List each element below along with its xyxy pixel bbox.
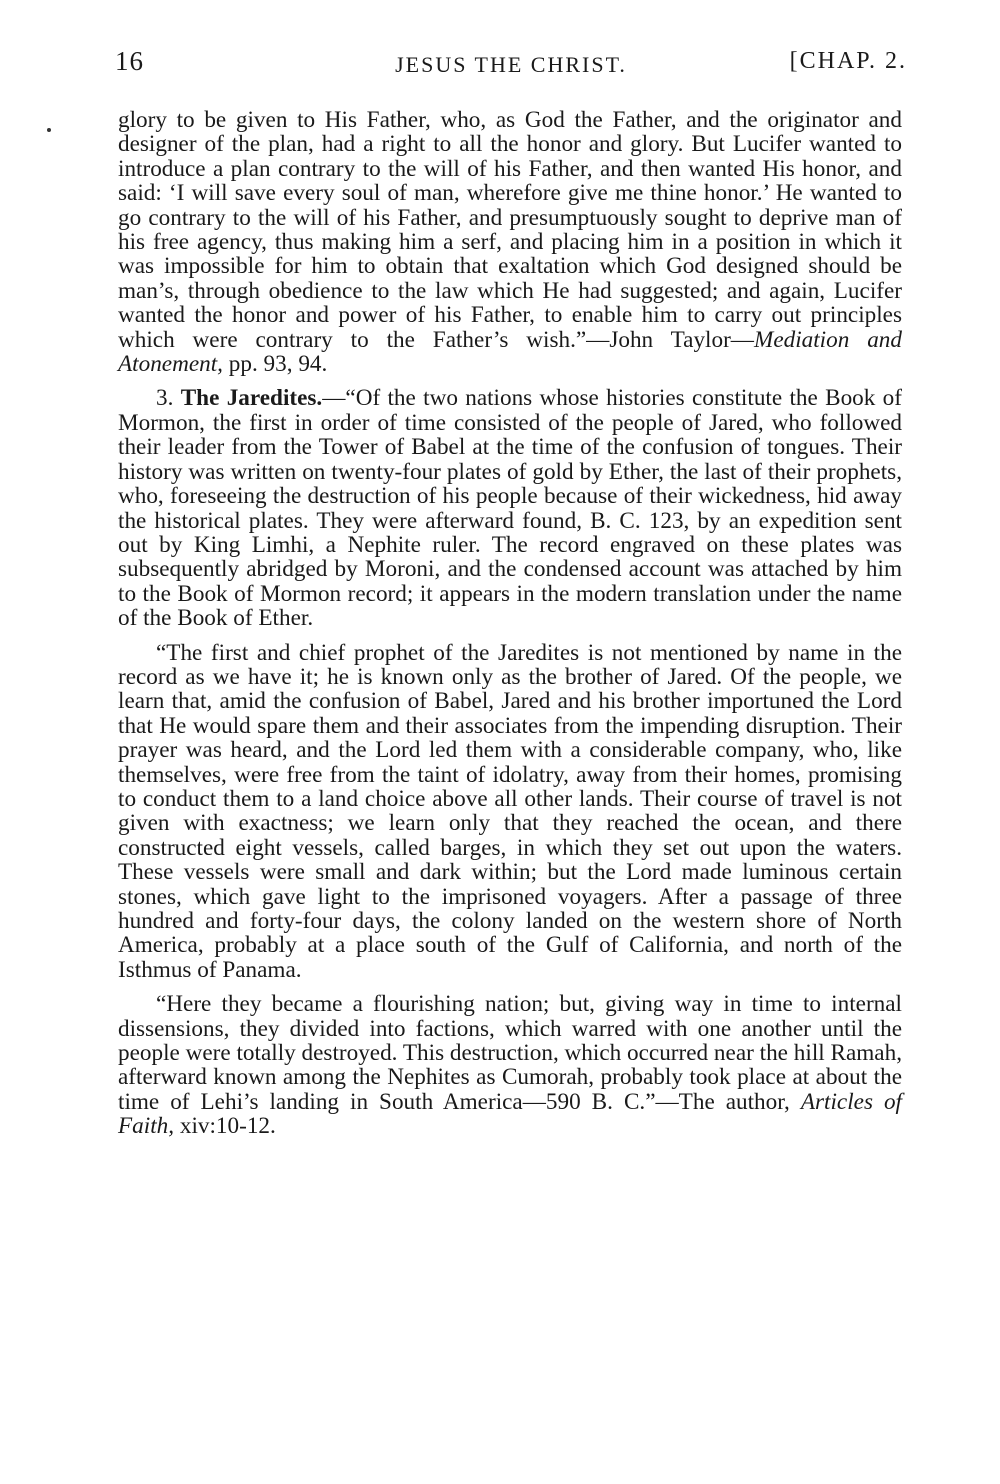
running-title: JESUS THE CHRIST.: [395, 52, 627, 77]
page-number: 16: [115, 46, 144, 76]
note-number: 3.: [156, 385, 181, 412]
page-body: [118, 108, 902, 1149]
source-reference: xiv:10-12.: [174, 1113, 276, 1140]
source-title: Mediation and Atonement,: [118, 326, 902, 378]
source-pages: pp. 93, 94.: [222, 351, 328, 378]
paragraph-text: glory to be given to His Father, who, as God the Father, and the originator and designer of the plan, had a right to all the honor and glory. But Lucifer wanted to introduce a plan contrary to the will of his Father, and then wanted His honor, and said: ‘I will save every soul of man, wherefore give me thine honor.’ He wanted to go contrary to the will of his Father, and presumptuously sought to deprive man of his free agency, thus making him a serf, and placing him in a position in which it was impossible for him to obtain that exaltation which God designed should be man’s, through obedience to the law which He had suggested; and again, Lucifer wanted the honor and power of his Father, to enable him to carry out principles which were contrary to the Father’s wish.”—John Taylor—: [118, 107, 902, 353]
paragraph-text: —“Of the two nations whose histories constitute the Book of Mormon, the first in order of time consisted of the people of Jared, who followed their leader from the Tower of Babel at the time of the confusion of tongues. Their history was written on twenty-four plates of gold by Ether, the last of their prophets, who, foreseeing the destruction of his people because of their wickedness, hid away the historical plates. They were afterward found, B. C. 123, by an expedition sent out by King Limhi, a Nephite ruler. The record engraved on these plates was subsequently abridged by Moroni, and the condensed account was attached by him to the Book of Mormon record; it appears in the modern translation under the name of the Book of Ether.: [118, 385, 902, 632]
paragraph-brother-of-jared: [118, 641, 902, 983]
paragraph-destruction: [118, 992, 902, 1138]
paragraph-jaredites: [118, 386, 902, 630]
source-title: Articles of Faith,: [118, 1088, 902, 1140]
paragraph-taylor-quote: [118, 108, 902, 376]
paragraph-text: “The first and chief prophet of the Jaredites is not mentioned by name in the record as we have it; he is known only as the brother of Jared. Of the people, we learn that, amid the confusion of Babel, Jared and his brother importuned the Lord that He would spare them and their associates from the impending disruption. Their prayer was heard, and the Lord led them with a considerable company, who, like themselves, were free from the taint of idolatry, away from their homes, promising to conduct them to a land choice above all other lands. Their course of travel is not given with exactness; we learn only that they reached the ocean, and there constructed eight vessels, called barges, in which they set out upon the waters. These vessels were small and dark within; but the Lord made luminous certain stones, which gave light to the imprisoned voyagers. After a passage of three hundred and forty-four days, the colony landed on the western shore of North America, probably at a place south of the Gulf of California, and north of the Isthmus of Panama.: [118, 639, 902, 983]
note-heading: The Jaredites.: [180, 385, 323, 412]
margin-mark: [47, 128, 51, 132]
chapter-label: [CHAP. 2.: [789, 48, 907, 74]
running-header: [115, 46, 907, 86]
paragraph-text: “Here they became a flourishing nation; but, giving way in time to internal dissensions, they divided into factions, which warred with one another until the people were totally destroyed. This destruction, which occurred near the hill Ramah, afterward known among the Nephites as Cumorah, probably took place at about the time of Lehi’s landing in South America—590 B. C.”—The author,: [118, 991, 902, 1115]
